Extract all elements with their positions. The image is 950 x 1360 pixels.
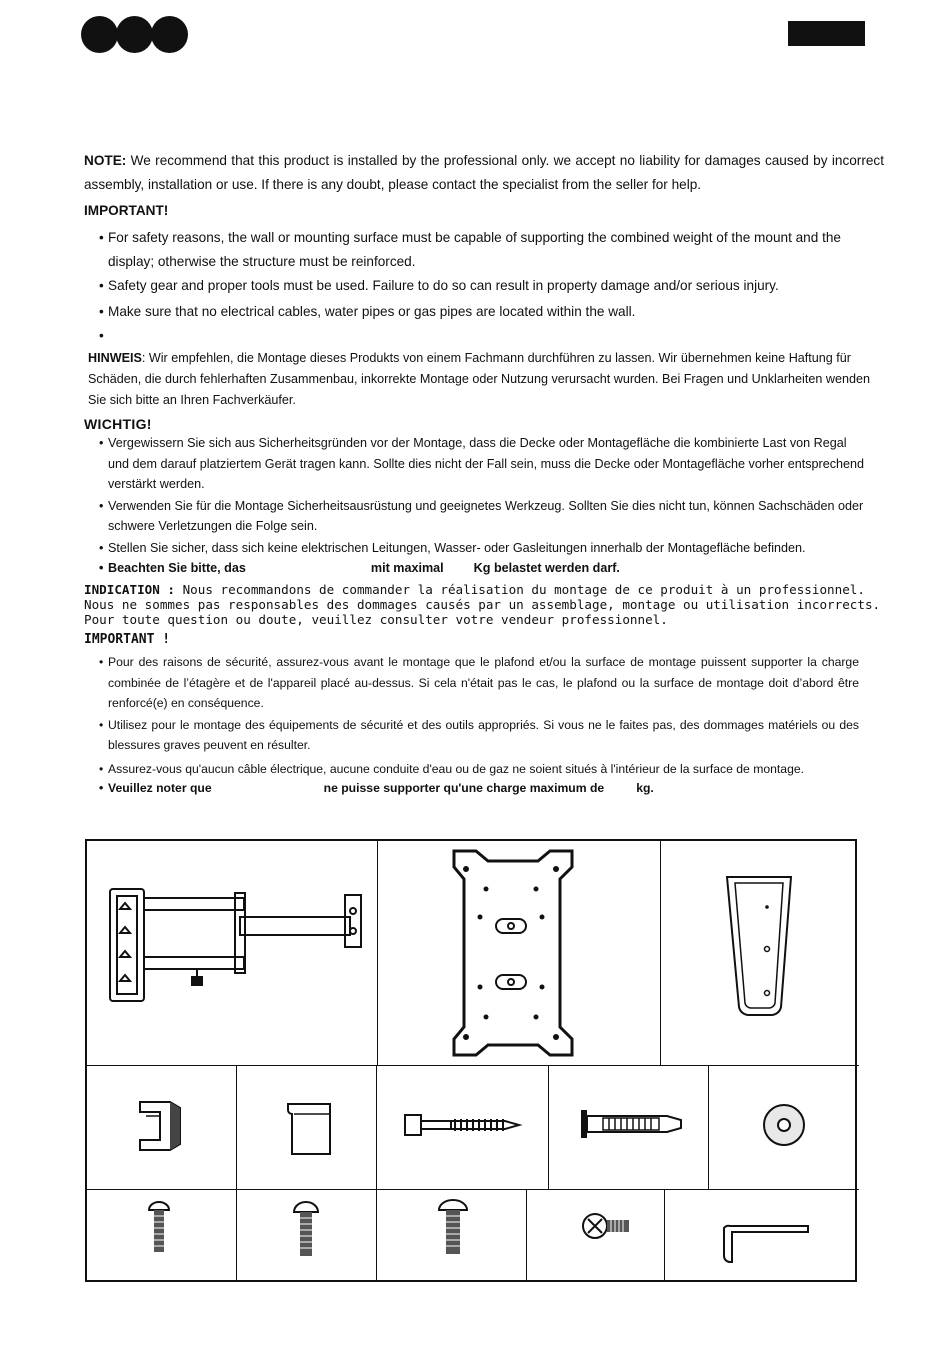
weight-text-part: Kg belastet werden darf. (473, 561, 620, 575)
weight-text-part: mit maximal (370, 561, 444, 575)
weight-text-part: Veuillez noter que (108, 780, 212, 795)
small-screw-icon (147, 1200, 171, 1256)
english-note (84, 149, 884, 197)
list-item: • Stellen Sie sicher, dass sich keine elektrischen Leitungen, Wasser- oder Gasleitungen innerhalb der Montagefläche befinden. (99, 538, 869, 559)
part-cell (378, 841, 661, 1066)
wall-anchor-icon (579, 1108, 689, 1140)
part-cell (527, 1190, 665, 1282)
note-label: NOTE: (84, 153, 127, 168)
part-cell (87, 1190, 237, 1282)
part-cell (661, 841, 859, 1066)
german-bullet-list (99, 433, 869, 579)
triangular-bracket-icon (721, 873, 801, 1018)
part-cell (237, 1190, 377, 1282)
logo-dot (81, 16, 118, 53)
cap-clip-icon (132, 1096, 192, 1151)
weight-text-part: Beachten Sie bitte, das (108, 561, 246, 575)
logo-dot (151, 16, 188, 53)
part-cell (665, 1190, 859, 1282)
french-bullet-list (99, 652, 859, 799)
medium-screw-icon (292, 1200, 320, 1260)
weight-text-part: kg. (636, 780, 654, 795)
weight-limit-item (99, 558, 869, 579)
parts-grid (85, 839, 857, 1282)
large-screw-icon (437, 1198, 469, 1258)
allen-key-icon (720, 1220, 812, 1268)
list-item: • Utilisez pour le montage des équipements de sécurité et des outils appropriés. Si vous ne le faites pas, des dommages matériels ou des blessures graves peuvent en résulter. (99, 715, 859, 756)
part-cell (549, 1066, 709, 1190)
part-cell (87, 841, 378, 1066)
part-cell (87, 1066, 237, 1190)
list-item: • Verwenden Sie für die Montage Sicherheitsausrüstung und geeignetes Werkzeug. Sollten Sie dies nicht tun, können Sachschäden oder schwere Verletzungen die Folge sein. (99, 496, 869, 537)
part-cell (377, 1066, 549, 1190)
vesa-plate-icon (446, 847, 576, 1059)
list-item: • Assurez-vous qu'aucun câble électrique, aucune conduite d'eau ou de gaz ne soient situés à l'intérieur de la surface de montage. (99, 762, 859, 777)
german-important-heading: WICHTIG! (84, 416, 152, 432)
cable-clip-icon (282, 1100, 338, 1158)
english-important-heading: IMPORTANT! (84, 203, 169, 218)
list-item: • Make sure that no electrical cables, water pipes or gas pipes are located within the wall. (99, 300, 879, 324)
list-item: • Pour des raisons de sécurité, assurez-vous avant le montage que le plafond et/ou la surface de montage puissent supporter la charge combinée de l’étagère et de l'appareil placé au-dessus. Si cela n'était pas le cas, le plafond ou la surface de montage doit d’abord être renforcé(e) en conséquence. (99, 652, 859, 714)
note-text: We recommend that this product is installed by the professional only. we accept no liability for damages caused by incorrect assembly, installation or use. If there is any doubt, please contact the specialist from the seller for help. (84, 153, 884, 192)
part-cell (709, 1066, 859, 1190)
weight-limit-item (99, 778, 859, 799)
articulating-arm-wall-mount-icon (105, 881, 370, 1011)
french-note (84, 582, 884, 627)
brand-logo (81, 16, 186, 53)
language-tab-block (788, 21, 865, 46)
note-text: : Wir empfehlen, die Montage dieses Produkts von einem Fachmann durchführen zu lassen. Wir übernehmen keine Haftung für Schäden, die durch fehlerhaften Zusammenbau, inkorrekte Montage oder Nutzung verursacht wurden. Bei Fragen und Unklarheiten wenden Sie sich bitte an Ihren Fachverkäufer. (88, 351, 870, 407)
logo-dot (116, 16, 153, 53)
list-item: • Vergewissern Sie sich aus Sicherheitsgründen vor der Montage, dass die Decke oder Montagefläche die kombinierte Last von Regal und dem darauf platziertem Gerät tragen kann. Sollte dies nicht der Fall sein, muss die Decke oder Montagefläche vorher entsprechend verstärkt werden. (99, 433, 869, 495)
english-bullet-list (99, 226, 879, 344)
lag-bolt-icon (403, 1111, 523, 1141)
german-note (88, 348, 886, 411)
list-item (99, 324, 879, 344)
note-label: HINWEIS (88, 351, 142, 365)
note-label: INDICATION : (84, 582, 175, 597)
washer-icon (761, 1102, 807, 1148)
french-important-heading: IMPORTANT ! (84, 632, 171, 647)
list-item: • For safety reasons, the wall or mounting surface must be capable of supporting the combined weight of the mount and the display; otherwise the structure must be reinforced. (99, 226, 879, 274)
list-item: • Safety gear and proper tools must be used. Failure to do so can result in property damage and/or serious injury. (99, 274, 879, 298)
weight-text-part: ne puisse supporter qu'une charge maximum de (323, 780, 605, 795)
countersunk-screw-icon (581, 1210, 633, 1242)
part-cell (377, 1190, 527, 1282)
note-text: Nous recommandons de commander la réalisation du montage de ce produit à un professionnel. Nous ne sommes pas responsables des dommages causés par un assemblage, montage ou utilisation incorrects. Pour toute question ou doute, veuillez consulter votre vendeur professionnel. (84, 582, 881, 627)
part-cell (237, 1066, 377, 1190)
